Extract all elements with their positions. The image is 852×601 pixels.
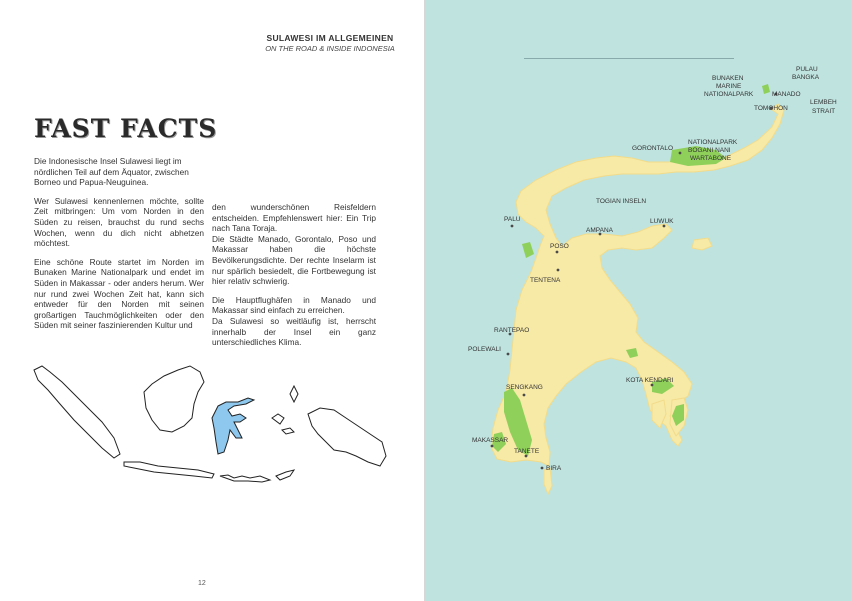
label-kota-kendari: KOTA KENDARI <box>626 377 674 384</box>
indonesia-outline-map <box>28 362 390 486</box>
label-tomohon: TOMOHON <box>754 105 788 112</box>
bunaken-park <box>762 84 770 94</box>
papua-outline <box>308 408 386 466</box>
label-tanete: TANETE <box>514 448 540 455</box>
maluku-outline <box>272 386 298 434</box>
label-bogani: BOGANI NANI <box>688 147 731 154</box>
label-tentena: TENTENA <box>530 277 561 284</box>
java-outline <box>124 462 214 478</box>
label-lembeh: STRAIT <box>812 108 836 115</box>
paragraph: Die Städte Manado, Gorontalo, Poso und Makassar haben die höchste Bevölkerungsdichte. Der rechte Inselarm ist nur spärlich besiedelt, die Fortbewegung ist hier relativ schwierig. <box>212 233 376 287</box>
borneo-outline <box>144 366 204 432</box>
label-bogani: WARTABONE <box>690 155 732 162</box>
label-bunaken: BUNAKEN <box>712 75 744 82</box>
label-poso: POSO <box>550 243 569 250</box>
paragraph: den wunderschönen Reisfeldern entscheiden. Empfehlenswert hier: Ein Trip nach Tana Toraja. <box>212 202 376 234</box>
label-sengkang: SENGKANG <box>506 384 543 391</box>
label-luwuk: LUWUK <box>650 218 674 225</box>
timor-outline <box>276 470 294 480</box>
lore-park <box>522 242 534 258</box>
label-togian: TOGIAN INSELN <box>596 198 647 205</box>
banggai-island <box>692 238 712 250</box>
intro-paragraph: Die Indonesische Insel Sulawesi liegt im nördlichen Teil auf dem Äquator, zwischen Borneo und Papua-Neuguinea. <box>34 156 189 188</box>
map-header <box>0 33 426 53</box>
label-makassar: MAKASSAR <box>472 437 509 444</box>
label-bira: BIRA <box>546 465 562 472</box>
sulawesi-highlight <box>212 398 254 454</box>
label-ampana: AMPANA <box>586 227 613 234</box>
sulawesi-island <box>491 104 784 466</box>
label-gorontalo: GORONTALO <box>632 145 674 152</box>
label-manado: MANADO <box>772 91 801 98</box>
label-rantepao: RANTEPAO <box>494 327 530 334</box>
page-title: FAST FACTS <box>34 114 218 143</box>
text-column-2 <box>212 202 376 356</box>
nusa-tenggara-outline <box>220 475 270 482</box>
header-divider <box>524 58 734 59</box>
text-column-1 <box>34 156 204 339</box>
paragraph: Die Hauptflughäfen in Manado und Makassar sind einfach zu erreichen. <box>212 294 376 316</box>
label-bunaken: MARINE <box>716 83 742 90</box>
map-title: SULAWESI IM ALLGEMEINEN <box>266 33 394 43</box>
paragraph: Eine schöne Route startet im Norden im Bunaken Marine Nationalpark und endet im Süden in Makassar - oder anders herum. Wer nur rund zwei Wochen Zeit hat, kann sich entweder für den Norden mit seinen großartigen Tauchmöglichkeiten oder den Süden mit seiner faszinierenden Kultur und <box>34 256 204 331</box>
map-subtitle: ON THE ROAD & INSIDE INDONESIA <box>265 44 395 53</box>
label-bunaken: NATIONALPARK <box>704 91 754 98</box>
sulawesi-map <box>426 0 852 601</box>
label-palu: PALU <box>504 216 521 223</box>
label-pulau-bangka: BANGKA <box>792 74 820 81</box>
paragraph: Wer Sulawesi kennenlernen möchte, sollte Zeit mitbringen: Um vom Norden in den Süden zu reisen, brauchst du rund sechs Wochen, wenn du dich nicht abhetzen möchtest. <box>34 195 204 249</box>
label-bogani: NATIONALPARK <box>688 139 738 146</box>
label-pulau-bangka: PULAU <box>796 66 818 73</box>
label-polewali: POLEWALI <box>468 346 501 353</box>
label-lembeh: LEMBEH <box>810 99 837 106</box>
paragraph: Da Sulawesi so weitläufig ist, herrscht innerhalb der Insel ein ganz unterschiedliches Klima. <box>212 315 376 348</box>
page-number: 12 <box>198 580 206 587</box>
sumatra-outline <box>34 366 120 458</box>
